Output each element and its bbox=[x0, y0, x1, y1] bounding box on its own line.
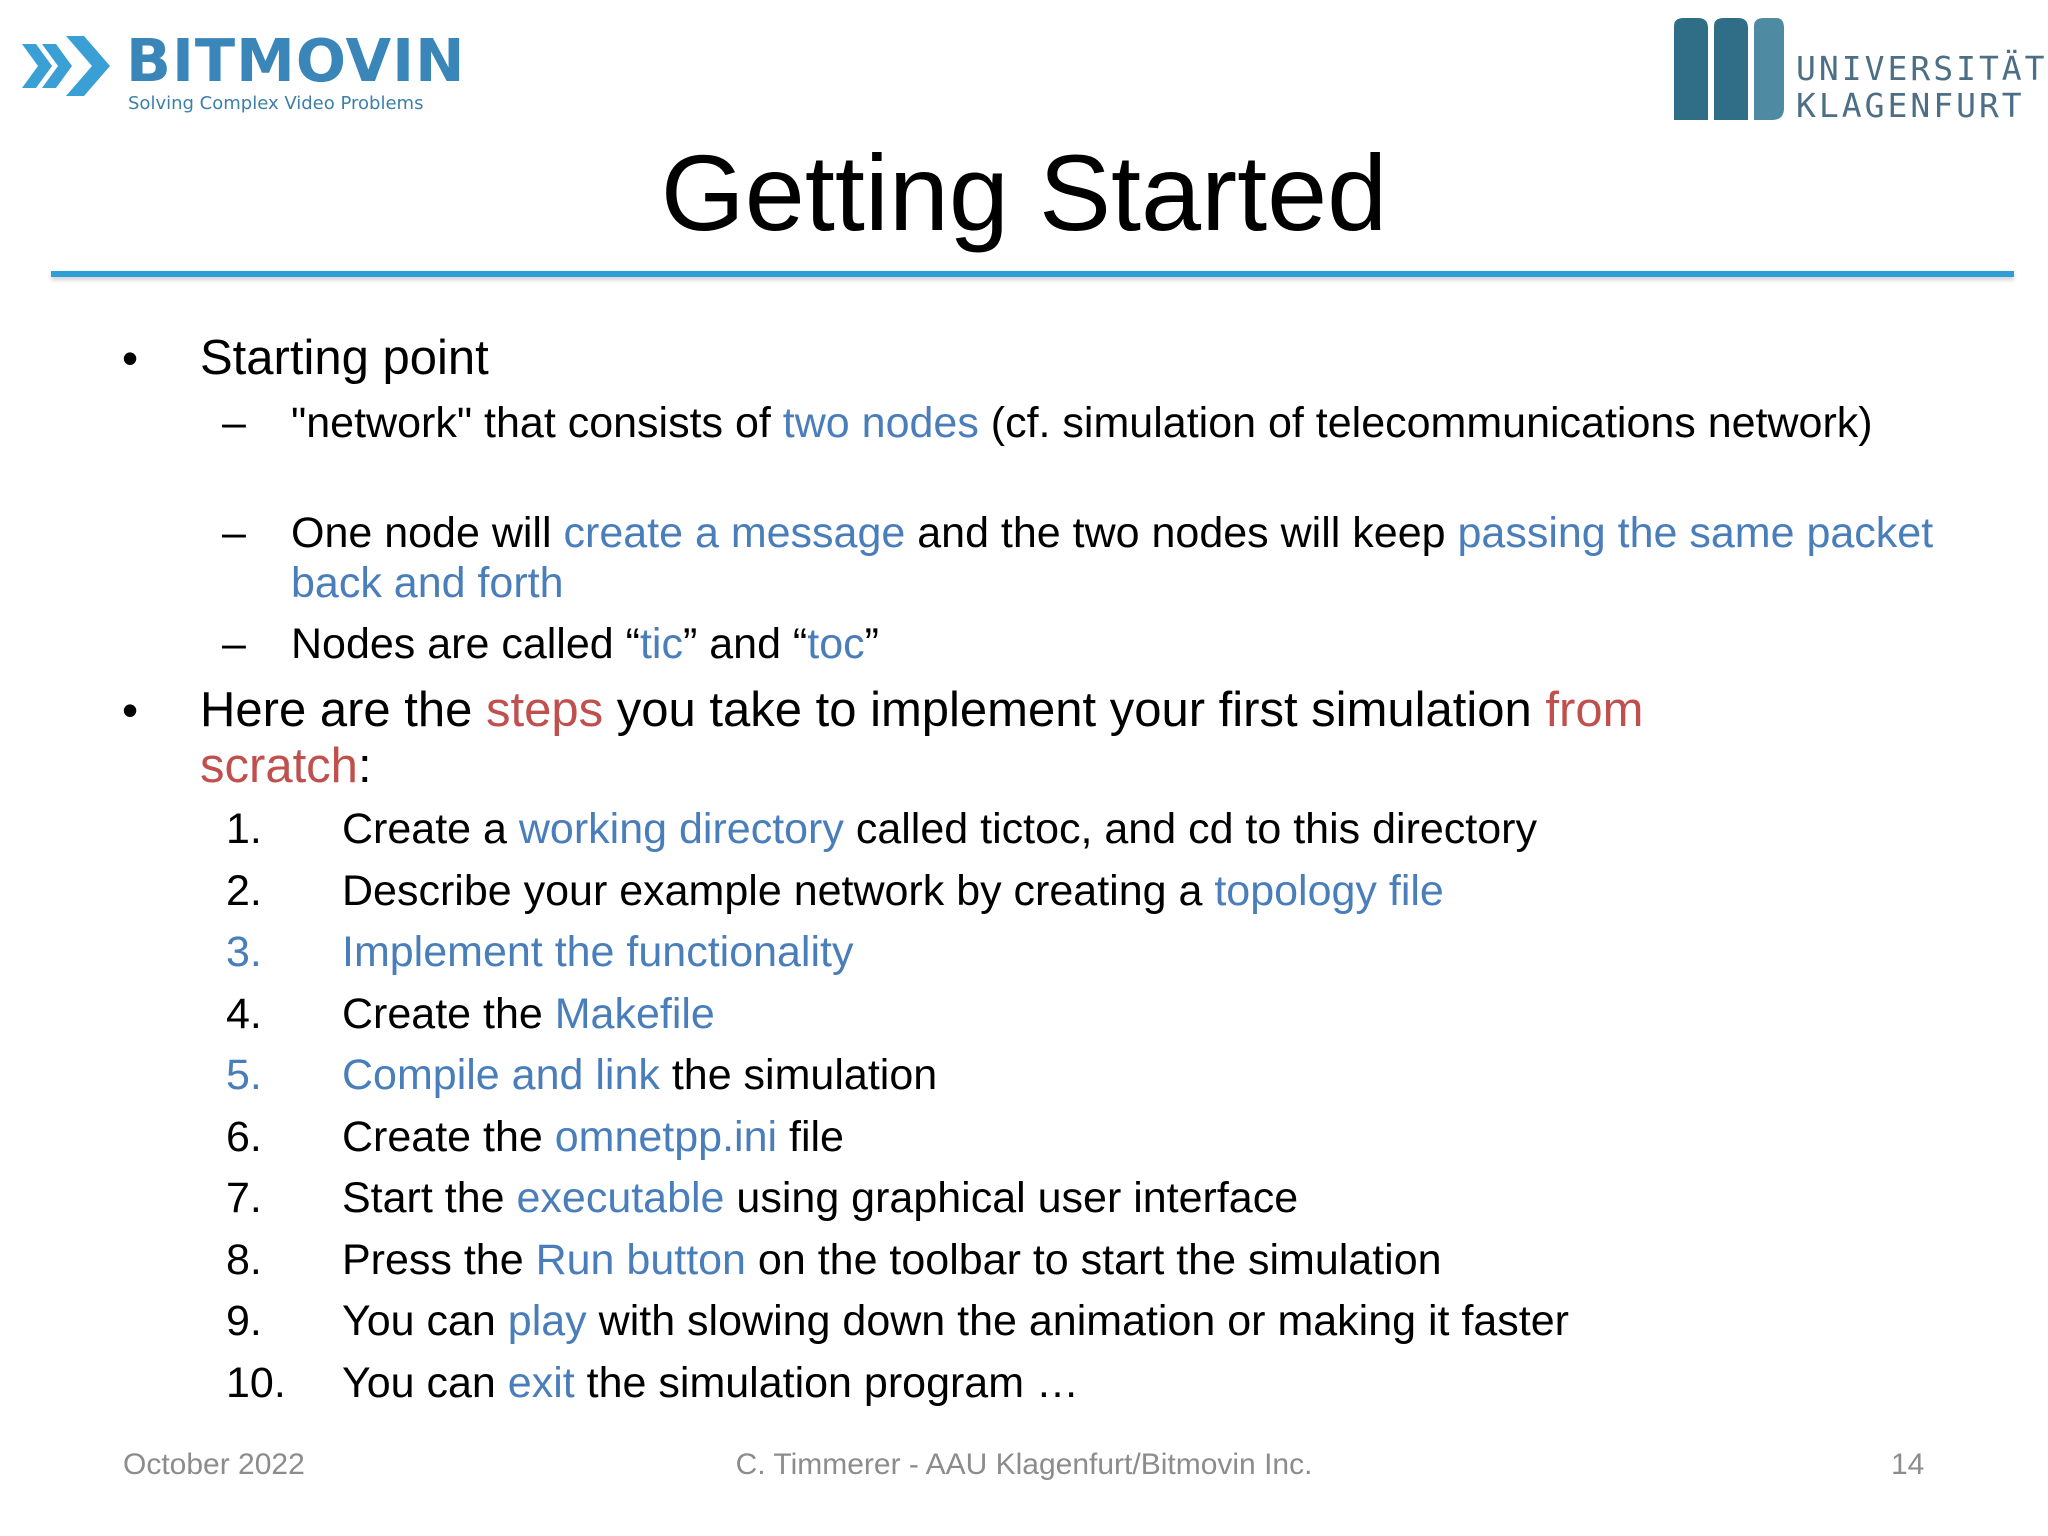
text-run: Nodes are called “ bbox=[291, 620, 640, 668]
dash-marker: – bbox=[222, 620, 246, 668]
highlight-text: exit bbox=[507, 1359, 575, 1407]
step-number: 5. bbox=[226, 1051, 262, 1099]
title-divider bbox=[51, 271, 2014, 277]
step-number: 2. bbox=[226, 867, 262, 915]
highlight-text: omnetpp.ini bbox=[554, 1113, 778, 1161]
step-number: 3. bbox=[226, 928, 262, 976]
text-run: Press the bbox=[342, 1236, 536, 1284]
bitmovin-tagline: Solving Complex Video Problems bbox=[128, 93, 424, 114]
sub-item-text bbox=[291, 619, 1981, 669]
highlight-text: two nodes bbox=[782, 399, 979, 447]
step-text bbox=[342, 1235, 1442, 1285]
step-text bbox=[342, 866, 1444, 916]
step-text bbox=[342, 1173, 1298, 1223]
highlight-text: Makefile bbox=[554, 990, 715, 1038]
text-run: ” bbox=[864, 620, 879, 668]
step-text bbox=[342, 804, 1537, 854]
text-run: Create a bbox=[342, 805, 519, 853]
slide-title: Getting Started bbox=[660, 132, 1388, 253]
text-run: ” and “ bbox=[682, 620, 808, 668]
step-text bbox=[342, 927, 854, 977]
highlight-text: working directory bbox=[518, 805, 844, 853]
step-number: 1. bbox=[226, 805, 262, 853]
step-number: 6. bbox=[226, 1113, 262, 1161]
text-run: (cf. simulation of telecommunications network) bbox=[978, 399, 1873, 447]
text-run: on the toolbar to start the simulation bbox=[745, 1236, 1442, 1284]
bullet-marker: • bbox=[122, 684, 139, 736]
dash-marker: – bbox=[222, 509, 246, 557]
bitmovin-chevrons-icon bbox=[22, 26, 118, 106]
university-wordmark bbox=[1796, 50, 2048, 124]
highlight-text: tic bbox=[639, 620, 683, 668]
text-run: "network" that consists of bbox=[291, 399, 783, 447]
sub-item-text bbox=[291, 398, 1981, 448]
bullet-marker: • bbox=[122, 332, 139, 384]
highlight-text: Implement the functionality bbox=[342, 928, 854, 976]
footer-date: October 2022 bbox=[123, 1448, 305, 1481]
step-text bbox=[342, 1358, 1079, 1408]
emphasis-text: from bbox=[1545, 683, 1644, 737]
footer-author: C. Timmerer - AAU Klagenfurt/Bitmovin Inc. bbox=[735, 1448, 1313, 1481]
text-run: You can bbox=[342, 1359, 508, 1407]
text-run: One node will bbox=[291, 509, 564, 557]
text-run: file bbox=[777, 1113, 844, 1161]
text-run: called tictoc, and cd to this directory bbox=[843, 805, 1537, 853]
text-run: and the two nodes will keep bbox=[905, 509, 1458, 557]
text-run: Create the bbox=[342, 990, 555, 1038]
step-number: 4. bbox=[226, 990, 262, 1038]
text-run: using graphical user interface bbox=[724, 1174, 1299, 1222]
highlight-text: toc bbox=[807, 620, 865, 668]
text-run: : bbox=[357, 739, 372, 793]
step-text bbox=[342, 1296, 1569, 1346]
bullet-text: Starting point bbox=[200, 331, 489, 385]
emphasis-text: steps bbox=[486, 683, 604, 737]
bullet-text bbox=[200, 682, 1820, 794]
highlight-text: Compile and link bbox=[342, 1051, 660, 1099]
highlight-text: passing the same packet back and forth bbox=[291, 509, 1934, 607]
bitmovin-logo bbox=[22, 22, 466, 114]
bitmovin-wordmark: BITMOVIN bbox=[126, 26, 466, 95]
highlight-text: create a message bbox=[563, 509, 906, 557]
step-text bbox=[342, 1050, 937, 1100]
text-run: Here are the bbox=[200, 683, 486, 737]
text-run: Describe your example network by creating a bbox=[342, 867, 1215, 915]
text-run: the simulation program … bbox=[574, 1359, 1079, 1407]
text-run: you take to implement your first simulation bbox=[603, 683, 1546, 737]
university-emblem-icon bbox=[1672, 16, 1788, 122]
university-line-1: UNIVERSITÄT bbox=[1796, 49, 2048, 88]
step-number: 7. bbox=[226, 1174, 262, 1222]
text-run: You can bbox=[342, 1297, 508, 1345]
highlight-text: play bbox=[507, 1297, 587, 1345]
step-number: 8. bbox=[226, 1236, 262, 1284]
text-run: Start the bbox=[342, 1174, 517, 1222]
highlight-text: executable bbox=[516, 1174, 725, 1222]
step-text bbox=[342, 1112, 844, 1162]
highlight-text: topology file bbox=[1214, 867, 1444, 915]
sub-item-text bbox=[291, 508, 1981, 608]
text-run: Create the bbox=[342, 1113, 555, 1161]
slide-number: 14 bbox=[1891, 1448, 1925, 1481]
step-number: 9. bbox=[226, 1297, 262, 1345]
highlight-text: Run button bbox=[535, 1236, 746, 1284]
emphasis-text: scratch bbox=[200, 739, 358, 793]
text-run: with slowing down the animation or making it faster bbox=[586, 1297, 1569, 1345]
university-line-2: KLAGENFURT bbox=[1796, 86, 2025, 125]
step-number: 10. bbox=[226, 1359, 286, 1407]
step-text bbox=[342, 989, 715, 1039]
dash-marker: – bbox=[222, 399, 246, 447]
university-logo bbox=[1672, 14, 2048, 125]
text-run: the simulation bbox=[659, 1051, 938, 1099]
